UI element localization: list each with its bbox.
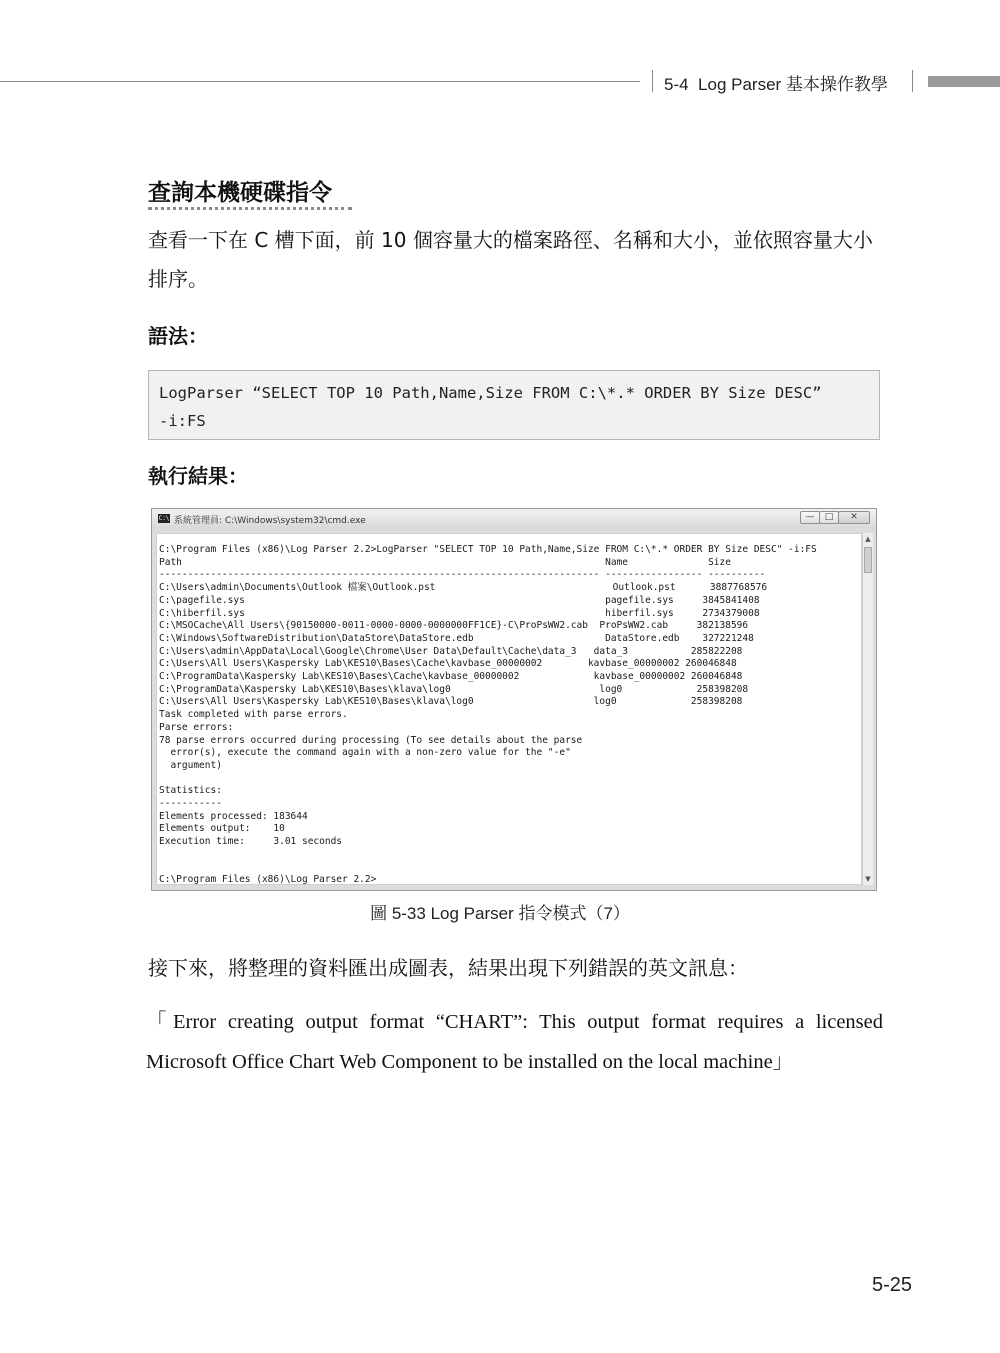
console-line (159, 849, 817, 862)
console-output (156, 533, 862, 885)
console-line: Statistics: (159, 785, 222, 797)
syntax-label: 語法： (148, 324, 208, 348)
console-line: C:\Program Files (x86)\Log Parser 2.2> (159, 874, 377, 886)
console-line: C:\ProgramData\Kaspersky Lab\KES10\Bases\klava\log0 log0 258398208 (159, 683, 749, 695)
header-section-number: 5-4 (664, 75, 689, 94)
console-line: C:\Users\admin\AppData\Local\Google\Chrome\User Data\Default\Cache\data_3 data_3 285822208 (159, 645, 743, 657)
close-icon: ✕ (838, 511, 870, 524)
section-title: 查詢本機硬碟指令 (148, 180, 332, 206)
console-line: Elements processed: 183644 (159, 810, 308, 822)
console-line: C:\ProgramData\Kaspersky Lab\KES10\Bases\Cache\kavbase_00000002 kavbase_00000002 260046848 (159, 671, 743, 683)
code-block (148, 370, 880, 440)
cmd-window-screenshot (151, 508, 877, 891)
console-line: C:\Windows\SoftwareDistribution\DataStore\DataStore.edb DataStore.edb 327221248 (159, 632, 754, 644)
console-line: C:\hiberfil.sys hiberfil.sys 2734379008 (159, 607, 760, 619)
maximize-icon: □ (819, 511, 839, 524)
console-line: Execution time: 3.01 seconds (159, 836, 343, 848)
code-line-1: LogParser “SELECT TOP 10 Path,Name,Size FROM C:\*.* ORDER BY Size DESC” (159, 384, 822, 402)
running-header (664, 70, 888, 95)
header-tab-bar (928, 76, 1000, 87)
console-lines (159, 544, 817, 887)
intro-paragraph: 查看一下在 C 槽下面，前 10 個容量大的檔案路徑、名稱和大小，並依照容量大小排序。 (148, 228, 873, 291)
console-line (159, 773, 817, 786)
error-message-quote: 「Error creating output format “CHART”: This output format requires a licensed Microsoft Office Chart Web Component to be installed on the local machine」 (146, 1011, 883, 1073)
console-line: C:\Program Files (x86)\Log Parser 2.2>LogParser "SELECT TOP 10 Path,Name,Size FROM C:\*.* ORDER BY Size DESC" -i:FS (159, 544, 817, 555)
page-number: 5-25 (872, 1274, 913, 1296)
figure-caption: 圖 5-33 Log Parser 指令模式（7） (370, 904, 630, 923)
code-line-2: -i:FS (159, 412, 206, 430)
scroll-up-arrow-icon: ▲ (865, 535, 871, 543)
scroll-down-arrow-icon: ▼ (865, 875, 871, 883)
console-line: C:\Users\admin\Documents\Outlook 檔案\Outlook.pst Outlook.pst 3887768576 (159, 582, 768, 594)
console-line: argument) (159, 759, 222, 771)
console-line: Task completed with parse errors. (159, 709, 348, 721)
console-line: 78 parse errors occurred during processing (To see details about the parse (159, 734, 583, 746)
console-line: C:\Users\All Users\Kaspersky Lab\KES10\Bases\klava\log0 log0 258398208 (159, 696, 743, 708)
cmd-window-title: 系統管理員: C:\Windows\system32\cmd.exe (174, 516, 366, 526)
scroll-thumb (864, 547, 872, 573)
console-line: C:\pagefile.sys pagefile.sys 3845841408 (159, 594, 760, 606)
header-separator-left (652, 70, 653, 92)
section-title-underline (148, 207, 352, 210)
minimize-icon: — (800, 511, 820, 524)
console-line: ----------- (159, 798, 222, 810)
console-line: error(s), execute the command again with a non-zero value for the "-e" (159, 747, 571, 759)
followup-paragraph: 接下來，將整理的資料匯出成圖表，結果出現下列錯誤的英文訊息： (148, 956, 748, 980)
header-section-title: Log Parser 基本操作教學 (698, 75, 888, 94)
header-rule (0, 81, 640, 82)
console-line: Parse errors: (159, 721, 234, 733)
cmd-titlebar (152, 509, 876, 528)
result-label: 執行結果： (148, 464, 248, 488)
console-line: ----------------------------------------------------------------------------- ----------------- ---------- (159, 569, 766, 581)
console-line: C:\MSOCache\All Users\{90150000-0011-0000-0000-0000000FF1CE}-C\ProPsWW2.cab ProPsWW2.cab 382138596 (159, 620, 749, 632)
console-line: C:\Users\All Users\Kaspersky Lab\KES10\Bases\Cache\kavbase_00000002 kavbase_00000002 260046848 (159, 658, 737, 670)
console-scrollbar (862, 533, 873, 885)
console-line (159, 862, 817, 875)
console-line: Path Name Size (159, 556, 731, 568)
header-separator-right (912, 70, 913, 92)
console-line: Elements output: 10 (159, 823, 285, 835)
cmd-window-icon: C:\ (158, 515, 170, 522)
